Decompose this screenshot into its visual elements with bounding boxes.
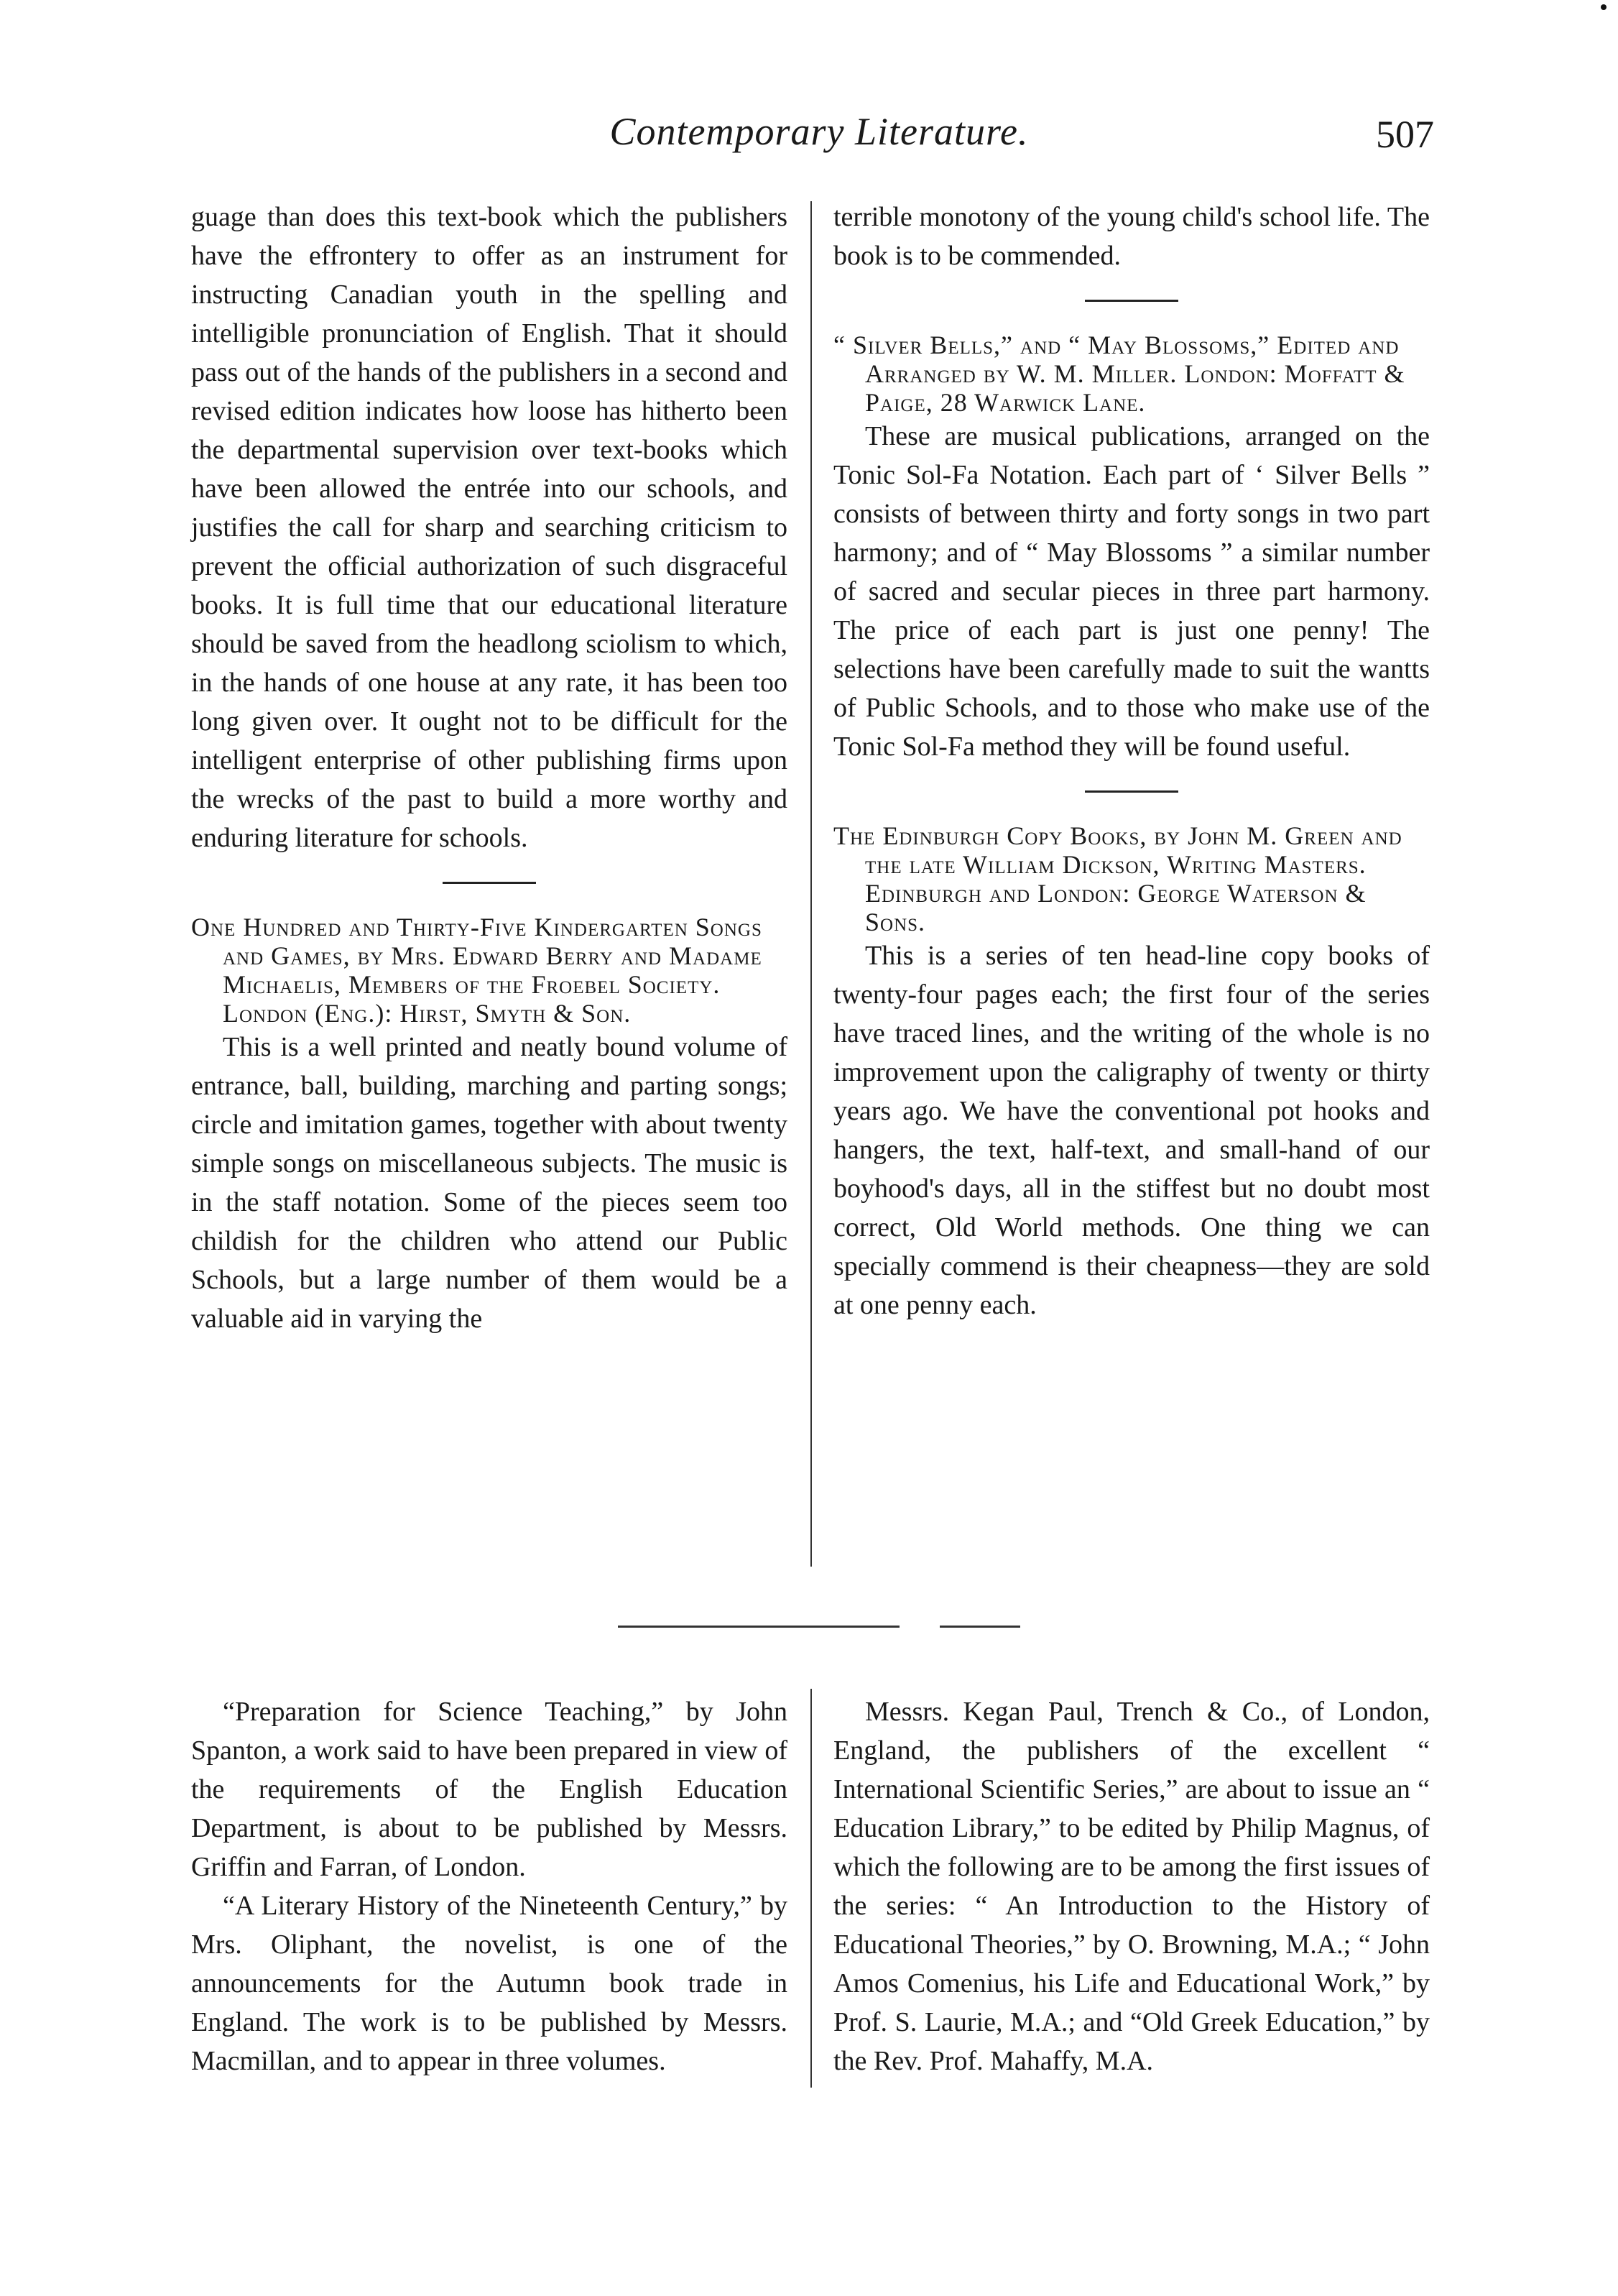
ink-speck [1601, 4, 1607, 10]
right-column-bottom [833, 1692, 1430, 2080]
section-rule [1085, 790, 1178, 793]
continued-paragraph-right: terrible monotony of the young child's school life. The book is to be commended. [833, 202, 1430, 271]
column-divider-top [810, 201, 812, 1567]
note-education-library: Messrs. Kegan Paul, Trench & Co., of London, England, the publishers of the excellent “ International Scientific Series,” are about to issue an “ Education Library,” to be edited by Philip Magnus, of which the following are to be among the first issues of the series: “ An Introduction to the History of Educational Theories,” by O. Browning, M.A.; “ John Amos Comenius, his Life and Educational Work,” by Prof. S. Laurie, M.A.; and “Old Greek Education,” by the Rev. Prof. Mahaffy, M.A. [833, 1697, 1430, 2076]
continued-paragraph: guage than does this text-book which the publishers have the effrontery to offer as an instrument for instructing Canadian youth in the spelling and intelligible pronunciation of English. That it should pass out of the hands of the publishers in a second and revised edition indicates how loose has hitherto been the departmental supervision over text-books which have been allowed the entrée into our schools, and justifies the call for sharp and searching criticism to prevent the official authorization of such disgraceful books. It is full time that our educational literature should be saved from the headlong sciolism to which, in the hands of one house at any rate, it has been too long given over. It ought not to be difficult for the intelligent enterprise of other publishing firms upon the wrecks of the past to build a more worthy and enduring literature for schools. [191, 202, 787, 853]
running-header [0, 109, 1618, 167]
review-body-edinburgh-copy-books: This is a series of ten head-line copy books of twenty-four pages each; the first four of the series have traced lines, and the writing of the whole is no improvement upon the caligraphy of twenty or thirty years ago. We have the conventional pot hooks and hangers, the text, half-text, and small-hand of our boyhood's days, all in the stiffest but no doubt most correct, Old World methods. One thing we can specially commend is their cheapness—they are sold at one penny each. [833, 941, 1430, 1320]
page-number: 507 [1376, 113, 1434, 156]
left-column-bottom [191, 1692, 787, 2080]
review-heading-silver-bells: “ Silver Bells,” and “ May Blossoms,” Edited and Arranged by W. M. Miller. London: Moffatt & Paige, 28 Warwick Lane. [833, 331, 1405, 417]
section-rule [1085, 300, 1178, 302]
left-column-top [191, 198, 787, 1338]
note-literary-history: “A Literary History of the Nineteenth Century,” by Mrs. Oliphant, the novelist, is one of the announcements for the Autumn book trade in England. The work is to be published by Messrs. Macmillan, and to appear in three volumes. [191, 1891, 787, 2076]
review-body-kindergarten: This is a well printed and neatly bound volume of entrance, ball, building, marching and parting songs; circle and imitation games, together with about twenty simple songs on miscellaneous subjects. The music is in the staff notation. Some of the pieces seem too childish for the children who attend our Public Schools, but a large number of them would be a valuable aid in varying the [191, 1032, 787, 1334]
column-divider-bottom [810, 1689, 812, 2088]
section-rule [443, 882, 536, 884]
right-column-top [833, 198, 1430, 1324]
running-title: Contemporary Literature. [609, 110, 1029, 153]
note-science-teaching: “Preparation for Science Teaching,” by John Spanton, a work said to have been prepared in view of the requirements of the English Education Department, is about to be published by Messrs. Griffin and Farran, of London. [191, 1697, 787, 1882]
review-body-silver-bells: These are musical publications, arranged on the Tonic Sol-Fa Notation. Each part of ‘ Silver Bells ” consists of between thirty and forty songs in two part harmony; and of “ May Blossoms ” a similar number of sacred and secular pieces in three part harmony. The price of each part is just one penny! The selections have been carefully made to suit the wantts of Public Schools, and to those who make use of the Tonic Sol-Fa method they will be found useful. [833, 421, 1430, 762]
review-heading-edinburgh-copy-books: The Edinburgh Copy Books, by John M. Green and the late William Dickson, Writing Masters. Edinburgh and London: George Waterson & Sons. [833, 821, 1402, 936]
section-separator [618, 1626, 1020, 1628]
review-heading-kindergarten: One Hundred and Thirty-Five Kindergarten Songs and Games, by Mrs. Edward Berry and Madame Michaelis, Members of the Froebel Society. London (Eng.): Hirst, Smyth & Son. [191, 913, 762, 1028]
